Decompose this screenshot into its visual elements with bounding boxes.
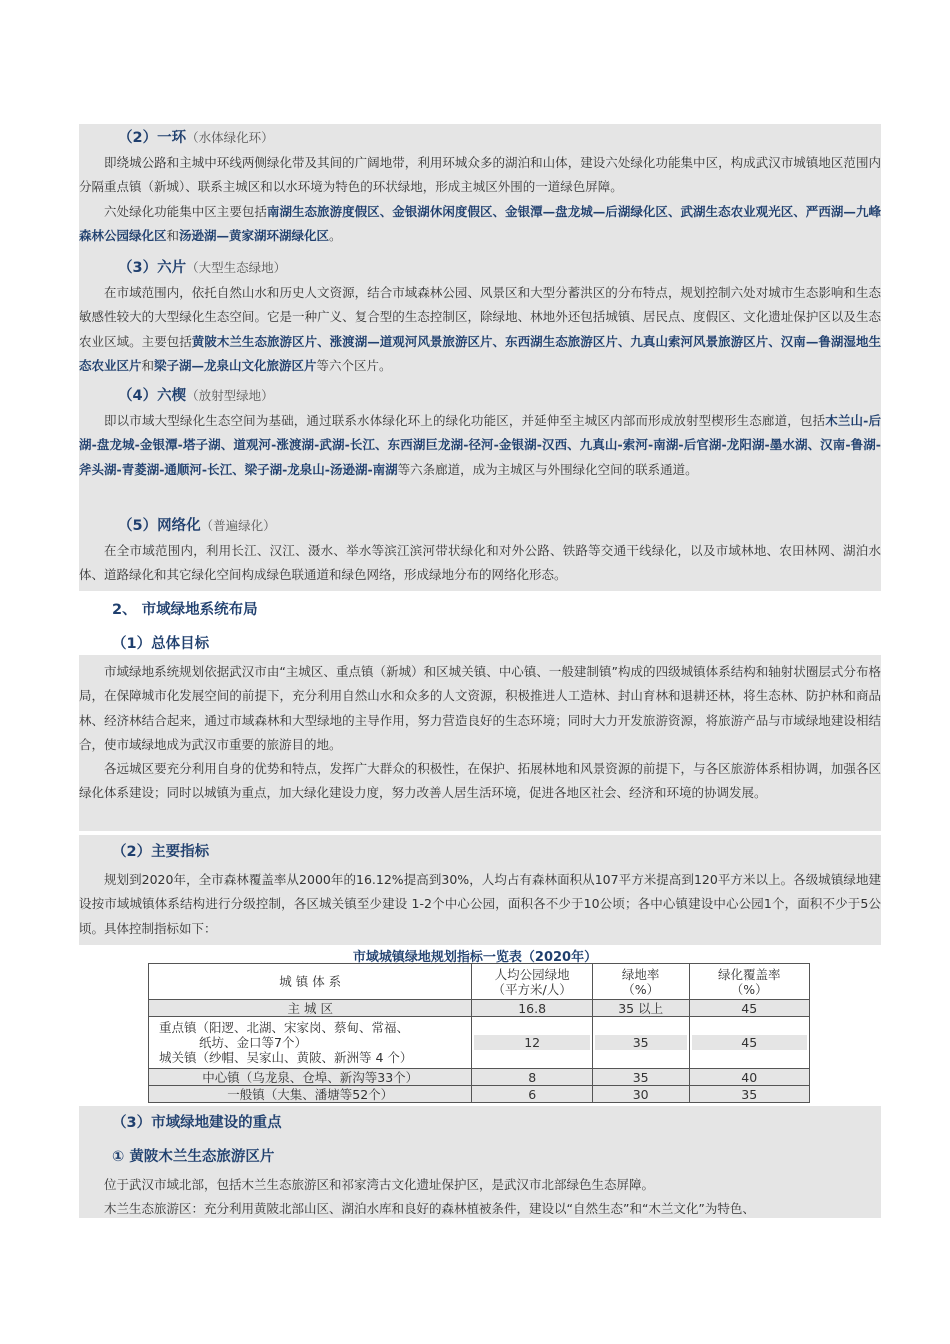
text-span: 。 bbox=[329, 227, 342, 243]
bold-text: 木兰山-后湖-盘龙城-金银潭-塔子湖、道观河-涨渡湖-武湖-长江、东西湖巨龙湖-径河-金银湖-汉西、九真山-索河-南湖-后官湖-龙阳湖-墨水湖、汉南-鲁湖-斧头湖-青菱湖-通顺河-长江、梁子湖-龙泉山-汤逊湖-南湖 bbox=[79, 413, 881, 477]
paragraph-text: 即绕城公路和主城中环线两侧绿化带及其间的广阔地带，利用环城众多的湖泊和山体，建设六处绿化功能集中区，构成武汉市城镇地区范围内分隔重点镇（新城）、联系主城区和以水环境为特色的环状绿地，形成主城区外围的一道绿色屏障。 bbox=[79, 155, 881, 195]
table-cell bbox=[689, 1017, 810, 1069]
subsection-heading-key-points: （3）市域绿地建设的重点 bbox=[112, 1115, 282, 1131]
table-cell: 35 bbox=[689, 1086, 810, 1103]
bold-text: 汤逊湖—黄家湖环湖绿化区 bbox=[179, 227, 330, 243]
table-row bbox=[149, 1069, 810, 1086]
header-text: （平方米/人） bbox=[492, 981, 572, 997]
header-text: （%） bbox=[730, 981, 768, 997]
cell-text: 35 bbox=[595, 1035, 687, 1050]
heading-text: （2）一环 bbox=[118, 130, 187, 146]
table-cell bbox=[149, 1017, 472, 1069]
paragraph bbox=[79, 151, 881, 248]
text-span: 和 bbox=[166, 227, 180, 243]
paragraph-text: 各远城区要充分利用自身的优势和特点，发挥广大群众的积极性，在保护、拓展林地和风景资源的前提下，与各区旅游体系相协调，加强各区绿化体系建设；同时以城镇为重点，加大绿化建设力度，努力改善人居生活环境，促进各地区社会、经济和环境的协调发展。 bbox=[79, 761, 881, 801]
bold-text: 南湖生态旅游度假区、金银湖休闲度假区、金银潭—盘龙城—后湖绿化区、武湖生态农业观光区、严西湖—九峰森林公园绿化区 bbox=[79, 203, 881, 243]
subsection-heading-mulan: ① 黄陂木兰生态旅游区片 bbox=[112, 1149, 275, 1165]
cell-text: 城关镇（纱帽、吴家山、黄陂、新洲等 4 个） bbox=[159, 1050, 413, 1065]
subsection-heading-overall-goal: （1）总体目标 bbox=[112, 636, 210, 652]
heading-text: （5）网络化 bbox=[118, 518, 201, 534]
table-cell: 30 bbox=[592, 1086, 689, 1103]
green-space-indicator-table bbox=[148, 963, 810, 1103]
cell-text: 纸坊、金口等7个） bbox=[199, 1035, 307, 1050]
header-text: 人均公园绿地 bbox=[494, 966, 570, 982]
text-span: 六处绿化功能集中区主要包括 bbox=[104, 203, 267, 219]
text-span: 即以市域大型绿化生态空间为基础，通过联系水体绿化环上的绿化功能区，并延伸至主城区内部而形成放射型楔形生态廊道，包括 bbox=[104, 413, 826, 428]
table-header-cell bbox=[472, 964, 592, 1000]
section-heading-six-areas bbox=[118, 256, 286, 277]
table-cell bbox=[592, 1017, 689, 1069]
paragraph-text: 在全市域范围内，利用长江、汉江、滠水、举水等滨江滨河带状绿化和对外公路、铁路等交通干线绿化，以及市域林地、农田林网、湖泊水体、道路绿化和其它绿化空间构成绿色联通道和绿色网络，形成绿地分布的网络化形态。 bbox=[79, 543, 881, 583]
paragraph bbox=[79, 281, 881, 378]
table-cell: 35 以上 bbox=[592, 1000, 689, 1017]
text-span: 和 bbox=[141, 357, 155, 373]
header-text: 城 镇 体 系 bbox=[279, 974, 342, 989]
heading-subtext: （普遍绿化） bbox=[200, 518, 276, 533]
paragraph-text: 市域绿地系统规划依据武汉市由“主城区、重点镇（新城）和区城关镇、中心镇、一般建制镇”构成的四级城镇体系结构和轴射状圈层式分布格局，在保障城市化发展空间的前提下，充分利用自然山水和众多的人文资源，积极推进人工造林、封山育林和退耕还林，将生态林、防护林和商品林、经济林结合起来，通过市域森林和大型绿地的主导作用，努力营造良好的生态环境；同时大力开发旅游资源，将旅游产品与市域绿地建设相结合，使市域绿地成为武汉市重要的旅游目的地。 bbox=[79, 664, 881, 752]
paragraph-text: 规划到2020年，全市森林覆盖率从2000年的16.12%提高到30%，人均占有森林面积从107平方米提高到120平方米以上。各级城镇绿地建设按市域城镇体系结构进行分级控制，各区城关镇至少建设 1-2个中心公园，面积各不少于10公顷；各中心镇建设中心公园1个，面积不少于5公顷。具体控制指标如下： bbox=[79, 872, 881, 936]
paragraph-text bbox=[79, 281, 881, 378]
table-caption: 市域城镇绿地规划指标一览表（2020年） bbox=[352, 950, 598, 965]
header-text: 绿地率 bbox=[621, 966, 660, 982]
text-span: 在市域范围内，依托自然山水和历史人文资源，结合市域森林公园、风景区和大型分蓄洪区的分布特点，规划控制六处对城市生态影响和生态敏感性较大的大型绿化生态空间。它是一种广义、复合型的生态控制区，除绿地、林地外还包括城镇、居民点、度假区、文化遗址保护区以及生态农业区域。主要包括 bbox=[79, 285, 881, 349]
cell-text: 重点镇（阳逻、北湖、宋家岗、蔡甸、常福、 bbox=[159, 1020, 410, 1035]
header-text: （%） bbox=[622, 981, 660, 997]
table-cell: 中心镇（乌龙泉、仓埠、新沟等33个） bbox=[149, 1069, 472, 1086]
table-cell: 45 bbox=[689, 1000, 810, 1017]
paragraph bbox=[79, 660, 881, 806]
table-cell: 16.8 bbox=[472, 1000, 592, 1017]
table-cell: 40 bbox=[689, 1069, 810, 1086]
chapter-heading: 2、 市域绿地系统布局 bbox=[112, 602, 258, 618]
table-row bbox=[149, 1000, 810, 1017]
table-row bbox=[149, 1017, 810, 1069]
paragraph bbox=[79, 868, 881, 941]
subsection-heading-main-indicators: （2）主要指标 bbox=[112, 844, 210, 860]
table-cell bbox=[472, 1017, 592, 1069]
paragraph-text: 木兰生态旅游区：充分利用黄陂北部山区、湖泊水库和良好的森林植被条件，建设以“自然生态”和“木兰文化”为特色、 bbox=[104, 1201, 755, 1217]
paragraph bbox=[79, 539, 881, 588]
table-cell: 6 bbox=[472, 1086, 592, 1103]
bold-text: 梁子湖—龙泉山文化旅游区片 bbox=[154, 357, 317, 373]
heading-text: （3）六片 bbox=[118, 260, 187, 276]
table-row bbox=[149, 1086, 810, 1103]
cell-text: 12 bbox=[474, 1035, 589, 1050]
text-span: 等六个区片。 bbox=[316, 357, 392, 373]
table-cell: 一般镇（大集、潘塘等52个） bbox=[149, 1086, 472, 1103]
table-header-cell bbox=[689, 964, 810, 1000]
table-cell: 主 城 区 bbox=[149, 1000, 472, 1017]
paragraph-text: 位于武汉市域北部，包括木兰生态旅游区和祁家湾古文化遗址保护区，是武汉市北部绿色生态屏障。 bbox=[104, 1177, 655, 1192]
section-heading-network bbox=[118, 514, 276, 535]
heading-subtext: （水体绿化环） bbox=[186, 130, 274, 145]
bold-text: 黄陂木兰生态旅游区片、涨渡湖—道观河风景旅游区片、东西湖生态旅游区片、九真山索河风景旅游区片、汉南—鲁湖湿地生态农业区片 bbox=[79, 333, 881, 373]
text-span: 等六条廊道，成为主城区与外围绿化空间的联系通道。 bbox=[397, 461, 698, 477]
table-header-cell bbox=[149, 964, 472, 1000]
table-cell: 35 bbox=[592, 1069, 689, 1086]
heading-subtext: （大型生态绿地） bbox=[186, 260, 287, 275]
table-cell: 8 bbox=[472, 1069, 592, 1086]
heading-subtext: （放射型绿地） bbox=[186, 388, 274, 403]
header-text: 绿化覆盖率 bbox=[717, 966, 781, 982]
table-header-cell bbox=[592, 964, 689, 1000]
section-heading-six-wedges bbox=[118, 384, 274, 405]
section-heading-ring bbox=[118, 126, 274, 147]
paragraph-text bbox=[79, 200, 881, 249]
paragraph bbox=[79, 409, 881, 482]
heading-text: （4）六楔 bbox=[118, 388, 187, 404]
paragraph bbox=[79, 1173, 881, 1222]
paragraph-text bbox=[79, 409, 881, 482]
cell-text: 45 bbox=[692, 1035, 808, 1050]
